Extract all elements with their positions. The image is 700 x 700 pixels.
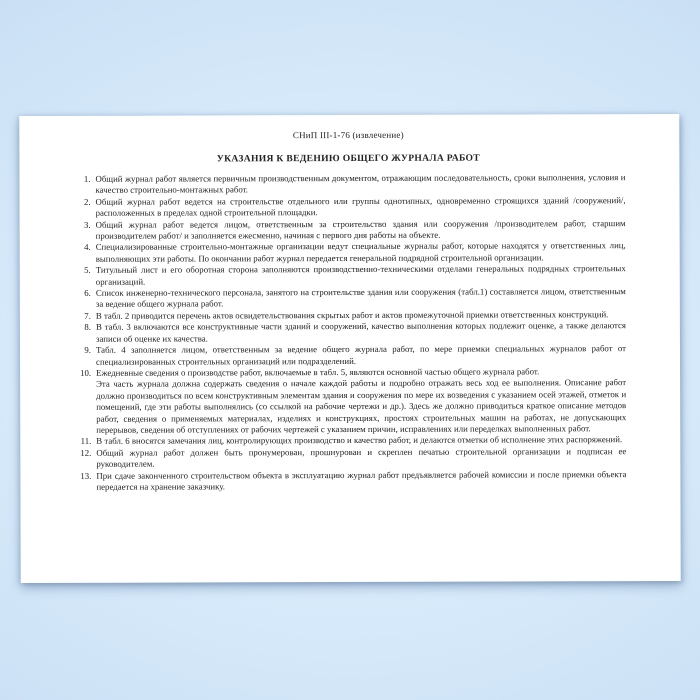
document-content [19, 114, 680, 493]
item-text [96, 446, 626, 470]
item-text [96, 320, 626, 344]
item-paragraph: Эта часть журнала должна содержать сведения о начале каждой работы и подробно отражать весь ход ее выполнения. Описание работ должно производиться по всем конструктивным элементам здания и сооружения по мере их возведения с указанием осей этажей, отметок и помещений, где эти работы выполнялись (со ссылкой на рабочие чертежи и др.). Здесь же должно приводиться краткое описание методов работ, сведения о применяемых материалах, изделиях и конструкциях, простоях строительных машин на работах, не допускающих перерывов, сведения об отступлениях от рабочих чертежей с указанием причин, исправлениях или переделках выполненных работ. [96, 377, 627, 435]
item-text [96, 469, 626, 493]
item-number: 6. [84, 287, 91, 298]
list-item [72, 241, 626, 266]
item-paragraph: Общий журнал работ является первичным производственным документом, отражающим последовательность, сроки выполнения, условия и качество строительно-монтажных работ. [95, 172, 626, 196]
document-page [19, 114, 680, 583]
item-paragraph: В табл. 6 вносятся замечания лиц, контролирующих производство и качество работ, и делаются отметки об исполнение этих распоряжений. [96, 434, 623, 447]
item-text [96, 286, 626, 310]
item-paragraph: При сдаче законченного строительством объекта в эксплуатацию журнал работ предъявляется рабочей комиссии и после приемки объекта передается на хранение заказчику. [96, 468, 627, 492]
item-text [96, 241, 626, 265]
item-number: 11. [80, 436, 92, 447]
list-item [72, 366, 626, 436]
list-item [72, 320, 626, 345]
item-paragraph: В табл. 2 приводится перечень актов освидетельствования скрытых работ и актов промежуточной приемки ответственных конструкций. [95, 309, 609, 321]
document-title: УКАЗАНИЯ К ВЕДЕНИЮ ОБЩЕГО ЖУРНАЛА РАБОТ [216, 152, 481, 165]
item-number: 4. [84, 242, 91, 253]
item-number: 9. [84, 344, 92, 355]
item-number: 13. [80, 470, 92, 481]
item-paragraph: Специализированные строительно-монтажные организации ведут специальные журналы работ, которые находятся у ответственных лиц, выполняющих эти работы. По окончании работ журнал передается генеральной подрядной строительной организации. [95, 240, 626, 264]
document-header: СНиП III-1-76 (извлечение) [292, 129, 404, 141]
list-item [72, 286, 626, 311]
list-item [72, 343, 626, 368]
item-number: 3. [83, 219, 91, 230]
item-paragraph: Общий журнал работ ведется на строительстве отдельного или группы однотипных, одновременно строящихся зданий /сооружений/, расположенных в пределах одной строительной площадки. [95, 194, 626, 219]
item-paragraph: Ежедневные сведения о производстве работ, включаемые в табл. 5, являются основной частью общего журнала работ. [96, 366, 540, 378]
list-item [72, 195, 626, 220]
item-number: 8. [84, 322, 91, 333]
item-number: 12. [80, 447, 92, 458]
list-item [72, 263, 626, 288]
item-paragraph: Список инженерно-технического персонала, занятого на строительстве здания или сооружения (табл.1) составляется лицом, ответственным за ведение общего журнала работ. [95, 286, 626, 310]
list-item [72, 218, 626, 243]
item-number: 2. [83, 196, 91, 207]
item-paragraph: Общий журнал работ ведется лицом, ответственным за строительство здания или сооружения /производителем работ, старшим производителем работ/ и заполняется ежесменно, начиная с первого дня работы на объекте. [95, 217, 626, 241]
item-paragraph: Общий журнал работ должен быть пронумерован, прошнурован и скреплен печатью строительной организации и подписан ее руководителем. [96, 445, 627, 469]
item-number: 5. [84, 265, 91, 276]
item-text [96, 218, 626, 242]
item-paragraph: Табл. 4 заполняется лицом, ответственным за ведение общего журнала работ, по мере приемки специальных журналов работ от специализированных строительных организаций или подразделений. [95, 343, 627, 367]
item-text [95, 172, 625, 196]
instructions-list [71, 172, 626, 493]
item-text [96, 263, 626, 287]
list-item [72, 446, 626, 471]
list-item [71, 172, 625, 197]
item-number: 10. [80, 367, 92, 378]
item-paragraph: В табл. 3 включаются все конструктивные части зданий и сооружений, качество выполнения которых подлежит оценке, а также делаются записи об оценке их качества. [95, 320, 626, 344]
list-item [72, 469, 626, 494]
item-text [96, 366, 626, 436]
item-paragraph: Титульный лист и его оборотная сторона заполняются производственно-техническими отделами генеральных подрядных строительных организаций. [95, 263, 626, 287]
item-number: 7. [84, 310, 91, 321]
item-text [96, 195, 626, 219]
item-text [96, 343, 626, 367]
item-number: 1. [83, 173, 91, 184]
